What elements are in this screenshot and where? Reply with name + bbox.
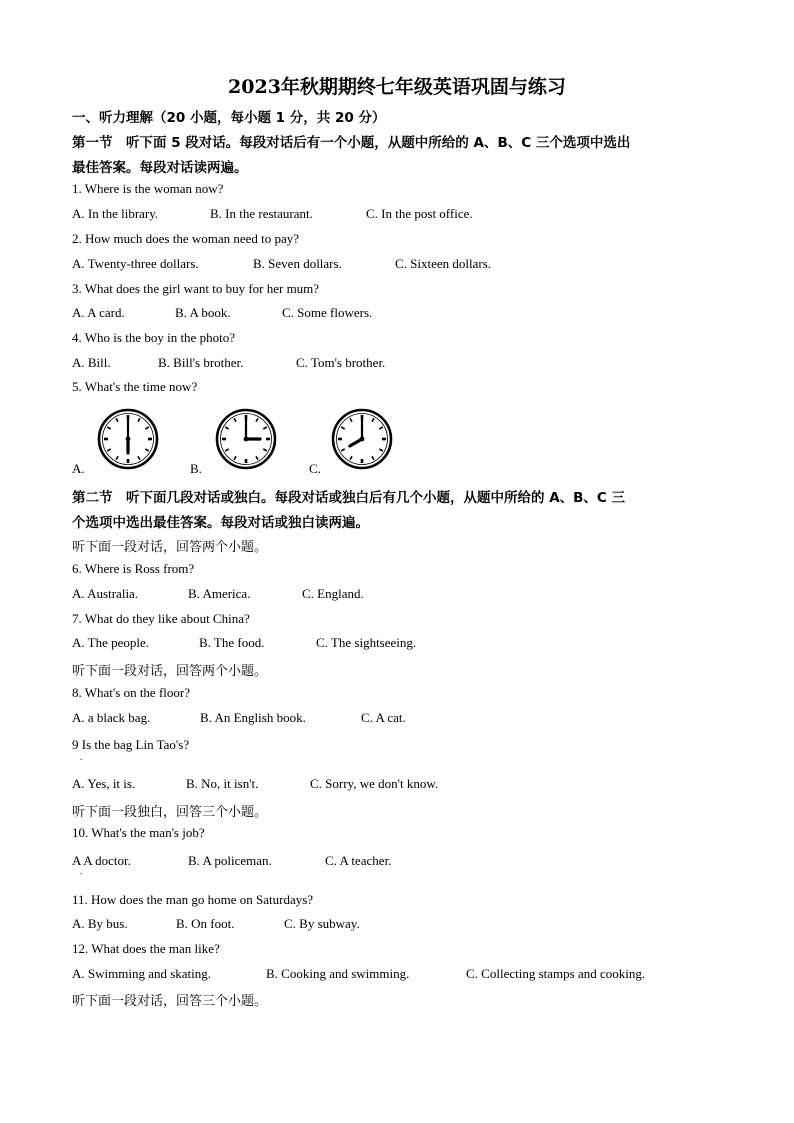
question-10-option-b: B. A policeman. [188, 853, 272, 868]
question-5-option-b: B. [190, 461, 202, 476]
listening-instruction-1: 听下面一段对话，回答两个小题。 [72, 540, 268, 555]
question-2-stem: 2. How much does the woman need to pay? [72, 231, 300, 246]
question-1-stem: 1. Where is the woman now? [72, 181, 224, 196]
section1-instruction-line1: 第一节 听下面 5 段对话。每段对话后有一个小题，从题中所给的 A、B、C 三个选项中选出 [72, 135, 631, 151]
question-7-option-a: A. The people. [72, 635, 150, 650]
question-11-option-b: B. On foot. [176, 916, 235, 931]
page-title: 2023年秋期期终七年级英语巩固与练习 [228, 76, 566, 98]
section2-instruction-line2: 个选项中选出最佳答案。每段对话或独白读两遍。 [72, 515, 369, 531]
question-10-option-a: A A doctor. [72, 853, 131, 868]
clock-b-icon [214, 407, 278, 471]
question-5-option-a: A. [72, 461, 85, 476]
question-12-option-a: A. Swimming and skating. [72, 966, 212, 981]
question-8-option-a: A. a black bag. [72, 710, 151, 725]
question-9-option-a: A. Yes, it is. [72, 776, 136, 791]
question-11-option-c: C. By subway. [284, 916, 360, 931]
question-3-option-c: C. Some flowers. [282, 305, 373, 320]
question-1-option-b: B. In the restaurant. [210, 206, 313, 221]
question-7-option-b: B. The food. [199, 635, 265, 650]
question-10-option-c: C. A teacher. [325, 853, 392, 868]
question-12-option-b: B. Cooking and swimming. [266, 966, 410, 981]
clock-center-dot [126, 437, 131, 442]
question-6-option-a: A. Australia. [72, 586, 139, 601]
question-4-option-b: B. Bill's brother. [158, 355, 244, 370]
listening-instruction-4: 听下面一段对话，回答三个小题。 [72, 994, 268, 1009]
question-8-option-b: B. An English book. [200, 710, 306, 725]
question-10-stem: 10. What's the man's job? [72, 825, 205, 840]
question-4-option-c: C. Tom's brother. [296, 355, 386, 370]
listening-instruction-2: 听下面一段对话，回答两个小题。 [72, 664, 268, 679]
question-9-stem: 9 Is the bag Lin Tao's? [72, 737, 190, 752]
clock-center-dot [244, 437, 249, 442]
question-6-option-b: B. America. [188, 586, 251, 601]
question-8-stem: 8. What's on the floor? [72, 685, 190, 700]
question-5-stem: 5. What's the time now? [72, 379, 198, 394]
section2-instruction-line1: 第二节 听下面几段对话或独白。每段对话或独白后有几个小题，从题中所给的 A、B、C 三 [72, 490, 626, 506]
question-11-stem: 11. How does the man go home on Saturdays? [72, 892, 314, 907]
question-4-stem: 4. Who is the boy in the photo? [72, 330, 235, 345]
part1-heading: 一、听力理解（20 小题，每小题 1 分，共 20 分） [72, 110, 386, 126]
question-4-option-a: A. Bill. [72, 355, 111, 370]
question-11-option-a: A. By bus. [72, 916, 128, 931]
question-9-option-c: C. Sorry, we don't know. [310, 776, 439, 791]
question-2-option-c: C. Sixteen dollars. [395, 256, 492, 271]
question-6-stem: 6. Where is Ross from? [72, 561, 195, 576]
listening-instruction-3: 听下面一段独白，回答三个小题。 [72, 805, 268, 820]
clock-a-icon [96, 407, 160, 471]
stray-dot-mark: . [80, 752, 83, 762]
question-3-stem: 3. What does the girl want to buy for her mum? [72, 281, 320, 296]
question-12-option-c: C. Collecting stamps and cooking. [466, 966, 646, 981]
question-7-option-c: C. The sightseeing. [316, 635, 417, 650]
question-2-option-b: B. Seven dollars. [253, 256, 342, 271]
question-12-stem: 12. What does the man like? [72, 941, 220, 956]
question-5-option-c: C. [309, 461, 321, 476]
question-1-option-a: A. In the library. [72, 206, 159, 221]
question-7-stem: 7. What do they like about China? [72, 611, 250, 626]
question-6-option-c: C. England. [302, 586, 364, 601]
question-9-option-b: B. No, it isn't. [186, 776, 259, 791]
question-3-option-a: A. A card. [72, 305, 125, 320]
stray-dot-mark: . [80, 866, 83, 876]
question-3-option-b: B. A book. [175, 305, 231, 320]
clock-c-icon [330, 407, 394, 471]
question-8-option-c: C. A cat. [361, 710, 406, 725]
section1-instruction-line2: 最佳答案。每段对话读两遍。 [72, 160, 248, 176]
clock-center-dot [360, 437, 365, 442]
question-2-option-a: A. Twenty-three dollars. [72, 256, 199, 271]
question-1-option-c: C. In the post office. [366, 206, 473, 221]
